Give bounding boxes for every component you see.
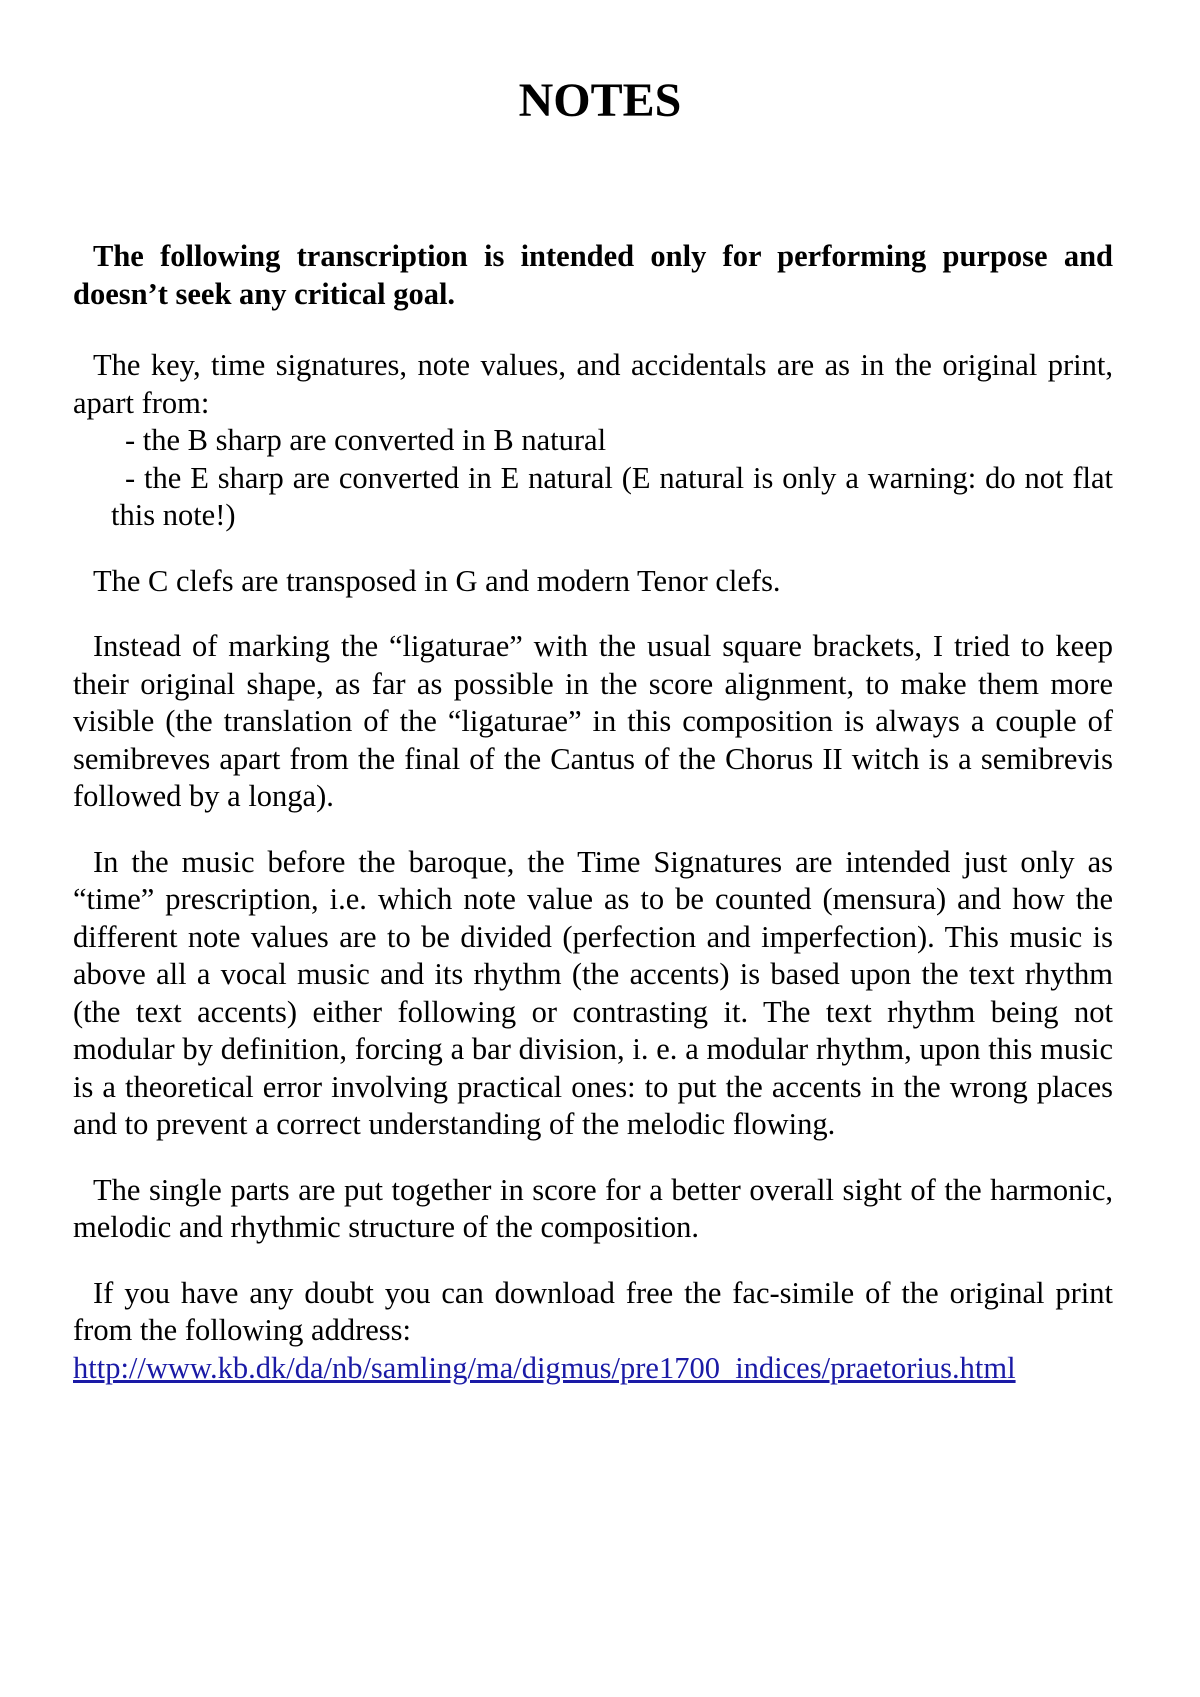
download-paragraph xyxy=(73,1275,1113,1388)
ligaturae-paragraph: Instead of marking the “ligaturae” with the usual square brackets, I tried to keep their original shape, as far as possible in the score alignment, to make them more visible (the translation of the “ligaturae” in this composition is always a couple of semibreves apart from the final of the Cantus of the Chorus II witch is a semibrevis followed by a longa). xyxy=(73,629,1113,813)
notes-body xyxy=(73,238,1113,1387)
facsimile-link[interactable]: http://www.kb.dk/da/nb/samling/ma/digmus/pre1700_indices/praetorius.html xyxy=(73,1350,1016,1385)
exception-item-e-sharp xyxy=(73,460,1113,535)
intro-paragraph: The following transcription is intended only for performing purpose and doesn’t seek any critical goal. xyxy=(73,239,1113,311)
key-paragraph: The key, time signatures, note values, and accidentals are as in the original print, apart from: xyxy=(73,348,1113,420)
score-paragraph: The single parts are put together in score for a better overall sight of the harmonic, melodic and rhythmic structure of the composition. xyxy=(73,1172,1113,1244)
download-text: If you have any doubt you can download free the fac-simile of the original print from the following address: xyxy=(73,1275,1113,1347)
exception-item-e-sharp-text: - the E sharp are converted in E natural (E natural is only a warning: do not flat this note!) xyxy=(111,460,1113,532)
clefs-paragraph: The C clefs are transposed in G and modern Tenor clefs. xyxy=(93,563,781,598)
exception-item-b-sharp: - the B sharp are converted in B natural xyxy=(125,423,607,457)
time-signatures-paragraph: In the music before the baroque, the Time Signatures are intended just only as “time” prescription, i.e. which note value as to be counted (mensura) and how the different note values are to be divided (perfection and imperfection). This music is above all a vocal music and its rhythm (the accents) is based upon the text rhythm (the text accents) either following or contrasting it. The text rhythm being not modular by definition, forcing a bar division, i. e. a modular rhythm, upon this music is a theoretical error involving practical ones: to put the accents in the wrong places and to prevent a correct understanding of the melodic flowing. xyxy=(73,844,1113,1141)
page-title: NOTES xyxy=(518,74,682,127)
